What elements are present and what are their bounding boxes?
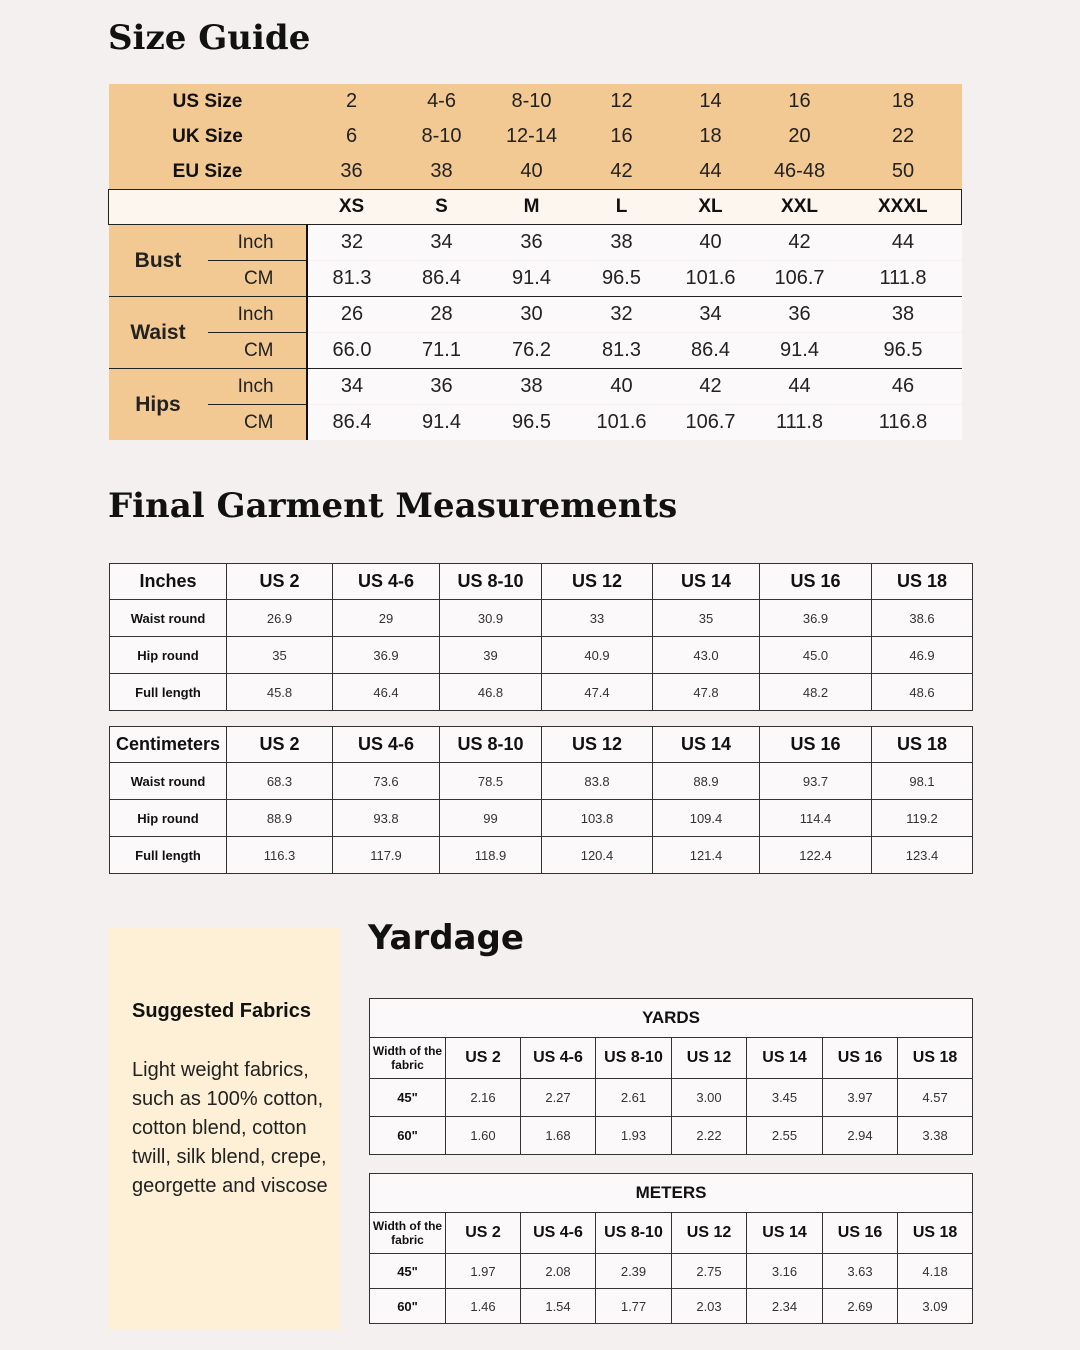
column-header: US 12	[542, 564, 653, 600]
cell-value: 98.1	[872, 763, 973, 800]
row-label: 45"	[370, 1254, 446, 1289]
yardage-title: Yardage	[368, 918, 524, 958]
cell-value: 2.75	[672, 1254, 747, 1289]
measurement-value: 34	[307, 369, 397, 405]
cell-value: 3.38	[898, 1117, 973, 1155]
cell-value: 1.97	[446, 1254, 521, 1289]
cell-value: 2.39	[596, 1254, 672, 1289]
unit-label: CM	[208, 261, 307, 297]
measurement-value: 86.4	[397, 261, 487, 297]
column-header: US 14	[653, 727, 760, 763]
suggested-fabrics-text: Light weight fabrics, such as 100% cotton, cotton blend, cotton twill, silk blend, crepe, georgette and viscose	[132, 1059, 328, 1197]
cell-value: 48.2	[760, 674, 872, 711]
cell-value: 88.9	[653, 763, 760, 800]
conversion-label: EU Size	[109, 154, 307, 190]
table-row	[370, 1079, 973, 1117]
conversion-value: 8-10	[397, 119, 487, 154]
column-header: US 14	[653, 564, 760, 600]
cell-value: 40.9	[542, 637, 653, 674]
measurement-value: 71.1	[397, 333, 487, 369]
cell-value: 117.9	[333, 837, 440, 874]
column-header: US 8-10	[440, 564, 542, 600]
measurement-value: 36	[755, 297, 845, 333]
cell-value: 99	[440, 800, 542, 837]
conversion-value: 50	[845, 154, 962, 190]
cell-value: 2.94	[823, 1117, 898, 1155]
table-row	[370, 1117, 973, 1155]
table-row	[110, 800, 973, 837]
suggested-fabrics-panel	[108, 928, 340, 1330]
cell-value: 38.6	[872, 600, 973, 637]
letter-size: XXXL	[845, 190, 962, 225]
cell-value: 93.7	[760, 763, 872, 800]
cell-value: 3.63	[823, 1254, 898, 1289]
measurement-value: 76.2	[487, 333, 577, 369]
measurement-value: 38	[845, 297, 962, 333]
unit-label: Inch	[208, 297, 307, 333]
table-header-row	[110, 727, 973, 763]
measurement-value: 32	[577, 297, 667, 333]
unit-label: Inch	[208, 225, 307, 261]
cell-value: 1.46	[446, 1289, 521, 1324]
table-row	[110, 674, 973, 711]
measurement-value: 81.3	[307, 261, 397, 297]
row-label: Hip round	[110, 637, 227, 674]
conversion-value: 12	[577, 84, 667, 119]
measurement-value: 30	[487, 297, 577, 333]
column-header: US 16	[760, 727, 872, 763]
column-header: US 18	[872, 727, 973, 763]
size-guide-table-wrap	[108, 84, 961, 434]
cell-value: 68.3	[227, 763, 333, 800]
cell-value: 4.57	[898, 1079, 973, 1117]
measurement-value: 96.5	[577, 261, 667, 297]
measurement-inch-row	[109, 225, 962, 261]
measurement-inch-row	[109, 297, 962, 333]
measurement-name: Bust	[109, 225, 208, 297]
measurement-value: 42	[755, 225, 845, 261]
cell-value: 88.9	[227, 800, 333, 837]
column-header: US 2	[227, 564, 333, 600]
size-guide-title: Size Guide	[108, 18, 311, 58]
table-row	[370, 1254, 973, 1289]
measurement-cm-row	[109, 405, 962, 441]
conversion-row	[109, 154, 962, 190]
cell-value: 26.9	[227, 600, 333, 637]
table-header-row	[370, 1038, 973, 1079]
column-header: US 14	[747, 1213, 823, 1254]
cell-value: 118.9	[440, 837, 542, 874]
letter-size-row	[109, 190, 962, 225]
letter-size: S	[397, 190, 487, 225]
measurement-value: 91.4	[755, 333, 845, 369]
conversion-value: 18	[667, 119, 755, 154]
measurement-value: 38	[487, 369, 577, 405]
cell-value: 3.45	[747, 1079, 823, 1117]
cell-value: 36.9	[760, 600, 872, 637]
cell-value: 116.3	[227, 837, 333, 874]
measurement-value: 101.6	[667, 261, 755, 297]
table-header-row	[110, 564, 973, 600]
measurement-value: 106.7	[755, 261, 845, 297]
final-garment-title: Final Garment Measurements	[108, 486, 678, 526]
measurement-value: 81.3	[577, 333, 667, 369]
measurement-value: 40	[577, 369, 667, 405]
cell-value: 46.9	[872, 637, 973, 674]
column-header: US 2	[446, 1038, 521, 1079]
cell-value: 109.4	[653, 800, 760, 837]
column-header: US 18	[898, 1213, 973, 1254]
column-header: US 4-6	[521, 1213, 596, 1254]
measurement-value: 66.0	[307, 333, 397, 369]
measurement-name: Hips	[109, 369, 208, 441]
cell-value: 1.54	[521, 1289, 596, 1324]
unit-header: Centimeters	[110, 727, 227, 763]
cell-value: 29	[333, 600, 440, 637]
measurement-cm-row	[109, 333, 962, 369]
conversion-value: 40	[487, 154, 577, 190]
conversion-value: 16	[577, 119, 667, 154]
cell-value: 2.03	[672, 1289, 747, 1324]
measurement-value: 101.6	[577, 405, 667, 441]
unit-header: Inches	[110, 564, 227, 600]
cell-value: 2.08	[521, 1254, 596, 1289]
measurement-value: 96.5	[487, 405, 577, 441]
cell-value: 73.6	[333, 763, 440, 800]
column-header: US 8-10	[596, 1038, 672, 1079]
letter-size-blank	[109, 190, 307, 225]
cell-value: 3.16	[747, 1254, 823, 1289]
cell-value: 3.09	[898, 1289, 973, 1324]
column-header: US 8-10	[440, 727, 542, 763]
unit-label: Inch	[208, 369, 307, 405]
measurement-value: 42	[667, 369, 755, 405]
conversion-label: UK Size	[109, 119, 307, 154]
width-header: Width of the fabric	[370, 1038, 446, 1079]
unit-label: CM	[208, 333, 307, 369]
measurement-value: 111.8	[755, 405, 845, 441]
row-label: 60"	[370, 1117, 446, 1155]
letter-size: XL	[667, 190, 755, 225]
table-row	[110, 837, 973, 874]
measurement-value: 36	[397, 369, 487, 405]
cell-value: 36.9	[333, 637, 440, 674]
measurement-value: 111.8	[845, 261, 962, 297]
measurement-value: 96.5	[845, 333, 962, 369]
conversion-value: 36	[307, 154, 397, 190]
column-header: US 16	[823, 1213, 898, 1254]
column-header: US 18	[898, 1038, 973, 1079]
cell-value: 2.34	[747, 1289, 823, 1324]
conversion-value: 6	[307, 119, 397, 154]
conversion-value: 2	[307, 84, 397, 119]
table-row	[110, 637, 973, 674]
measurement-value: 26	[307, 297, 397, 333]
conversion-value: 20	[755, 119, 845, 154]
cell-value: 46.8	[440, 674, 542, 711]
cell-value: 121.4	[653, 837, 760, 874]
cell-value: 78.5	[440, 763, 542, 800]
column-header: US 2	[446, 1213, 521, 1254]
measurement-value: 106.7	[667, 405, 755, 441]
row-label: Full length	[110, 837, 227, 874]
garment-inches-table	[109, 563, 973, 711]
measurement-inch-row	[109, 369, 962, 405]
cell-value: 35	[653, 600, 760, 637]
measurement-value: 44	[755, 369, 845, 405]
cell-value: 114.4	[760, 800, 872, 837]
cell-value: 2.55	[747, 1117, 823, 1155]
measurement-value: 34	[667, 297, 755, 333]
measurement-value: 40	[667, 225, 755, 261]
conversion-value: 8-10	[487, 84, 577, 119]
cell-value: 43.0	[653, 637, 760, 674]
cell-value: 1.93	[596, 1117, 672, 1155]
row-label: Waist round	[110, 600, 227, 637]
cell-value: 83.8	[542, 763, 653, 800]
cell-value: 93.8	[333, 800, 440, 837]
cell-value: 122.4	[760, 837, 872, 874]
table-caption: METERS	[370, 1174, 973, 1213]
suggested-fabrics-heading: Suggested Fabrics	[132, 1000, 311, 1022]
cell-value: 119.2	[872, 800, 973, 837]
cell-value: 30.9	[440, 600, 542, 637]
row-label: 45"	[370, 1079, 446, 1117]
conversion-value: 44	[667, 154, 755, 190]
column-header: US 4-6	[333, 727, 440, 763]
column-header: US 18	[872, 564, 973, 600]
measurement-value: 91.4	[397, 405, 487, 441]
cell-value: 46.4	[333, 674, 440, 711]
conversion-value: 22	[845, 119, 962, 154]
column-header: US 4-6	[333, 564, 440, 600]
yardage-meters-table	[369, 1173, 973, 1324]
column-header: US 8-10	[596, 1213, 672, 1254]
letter-size: M	[487, 190, 577, 225]
cell-value: 1.68	[521, 1117, 596, 1155]
conversion-value: 14	[667, 84, 755, 119]
table-row	[370, 1289, 973, 1324]
measurement-value: 32	[307, 225, 397, 261]
column-header: US 4-6	[521, 1038, 596, 1079]
measurement-value: 28	[397, 297, 487, 333]
conversion-value: 16	[755, 84, 845, 119]
letter-size: XS	[307, 190, 397, 225]
cell-value: 2.61	[596, 1079, 672, 1117]
row-label: Hip round	[110, 800, 227, 837]
measurement-value: 86.4	[667, 333, 755, 369]
cell-value: 45.0	[760, 637, 872, 674]
measurement-value: 46	[845, 369, 962, 405]
garment-centimeters-table	[109, 726, 973, 874]
column-header: US 16	[823, 1038, 898, 1079]
column-header: US 12	[542, 727, 653, 763]
cell-value: 103.8	[542, 800, 653, 837]
cell-value: 39	[440, 637, 542, 674]
cell-value: 35	[227, 637, 333, 674]
conversion-value: 42	[577, 154, 667, 190]
column-header: US 14	[747, 1038, 823, 1079]
cell-value: 4.18	[898, 1254, 973, 1289]
cell-value: 47.4	[542, 674, 653, 711]
yardage-yards-table	[369, 998, 973, 1155]
cell-value: 45.8	[227, 674, 333, 711]
column-header: US 16	[760, 564, 872, 600]
row-label: 60"	[370, 1289, 446, 1324]
row-label: Waist round	[110, 763, 227, 800]
cell-value: 2.22	[672, 1117, 747, 1155]
cell-value: 33	[542, 600, 653, 637]
cell-value: 120.4	[542, 837, 653, 874]
measurement-value: 86.4	[307, 405, 397, 441]
conversion-row	[109, 119, 962, 154]
table-caption-row	[370, 999, 973, 1038]
measurement-value: 116.8	[845, 405, 962, 441]
column-header: US 2	[227, 727, 333, 763]
measurement-value: 36	[487, 225, 577, 261]
column-header: US 12	[672, 1038, 747, 1079]
table-caption: YARDS	[370, 999, 973, 1038]
table-row	[110, 763, 973, 800]
measurement-value: 34	[397, 225, 487, 261]
column-header: US 12	[672, 1213, 747, 1254]
cell-value: 1.60	[446, 1117, 521, 1155]
conversion-value: 12-14	[487, 119, 577, 154]
cell-value: 123.4	[872, 837, 973, 874]
conversion-row	[109, 84, 962, 119]
conversion-value: 38	[397, 154, 487, 190]
conversion-value: 18	[845, 84, 962, 119]
table-header-row	[370, 1213, 973, 1254]
table-row	[110, 600, 973, 637]
conversion-value: 46-48	[755, 154, 845, 190]
cell-value: 2.69	[823, 1289, 898, 1324]
cell-value: 47.8	[653, 674, 760, 711]
conversion-label: US Size	[109, 84, 307, 119]
measurement-value: 44	[845, 225, 962, 261]
unit-label: CM	[208, 405, 307, 441]
cell-value: 1.77	[596, 1289, 672, 1324]
cell-value: 2.16	[446, 1079, 521, 1117]
letter-size: L	[577, 190, 667, 225]
cell-value: 2.27	[521, 1079, 596, 1117]
table-caption-row	[370, 1174, 973, 1213]
measurement-cm-row	[109, 261, 962, 297]
row-label: Full length	[110, 674, 227, 711]
measurement-value: 38	[577, 225, 667, 261]
size-guide-table	[108, 84, 962, 440]
width-header: Width of the fabric	[370, 1213, 446, 1254]
letter-size: XXL	[755, 190, 845, 225]
cell-value: 3.00	[672, 1079, 747, 1117]
cell-value: 48.6	[872, 674, 973, 711]
conversion-value: 4-6	[397, 84, 487, 119]
measurement-value: 91.4	[487, 261, 577, 297]
measurement-name: Waist	[109, 297, 208, 369]
cell-value: 3.97	[823, 1079, 898, 1117]
